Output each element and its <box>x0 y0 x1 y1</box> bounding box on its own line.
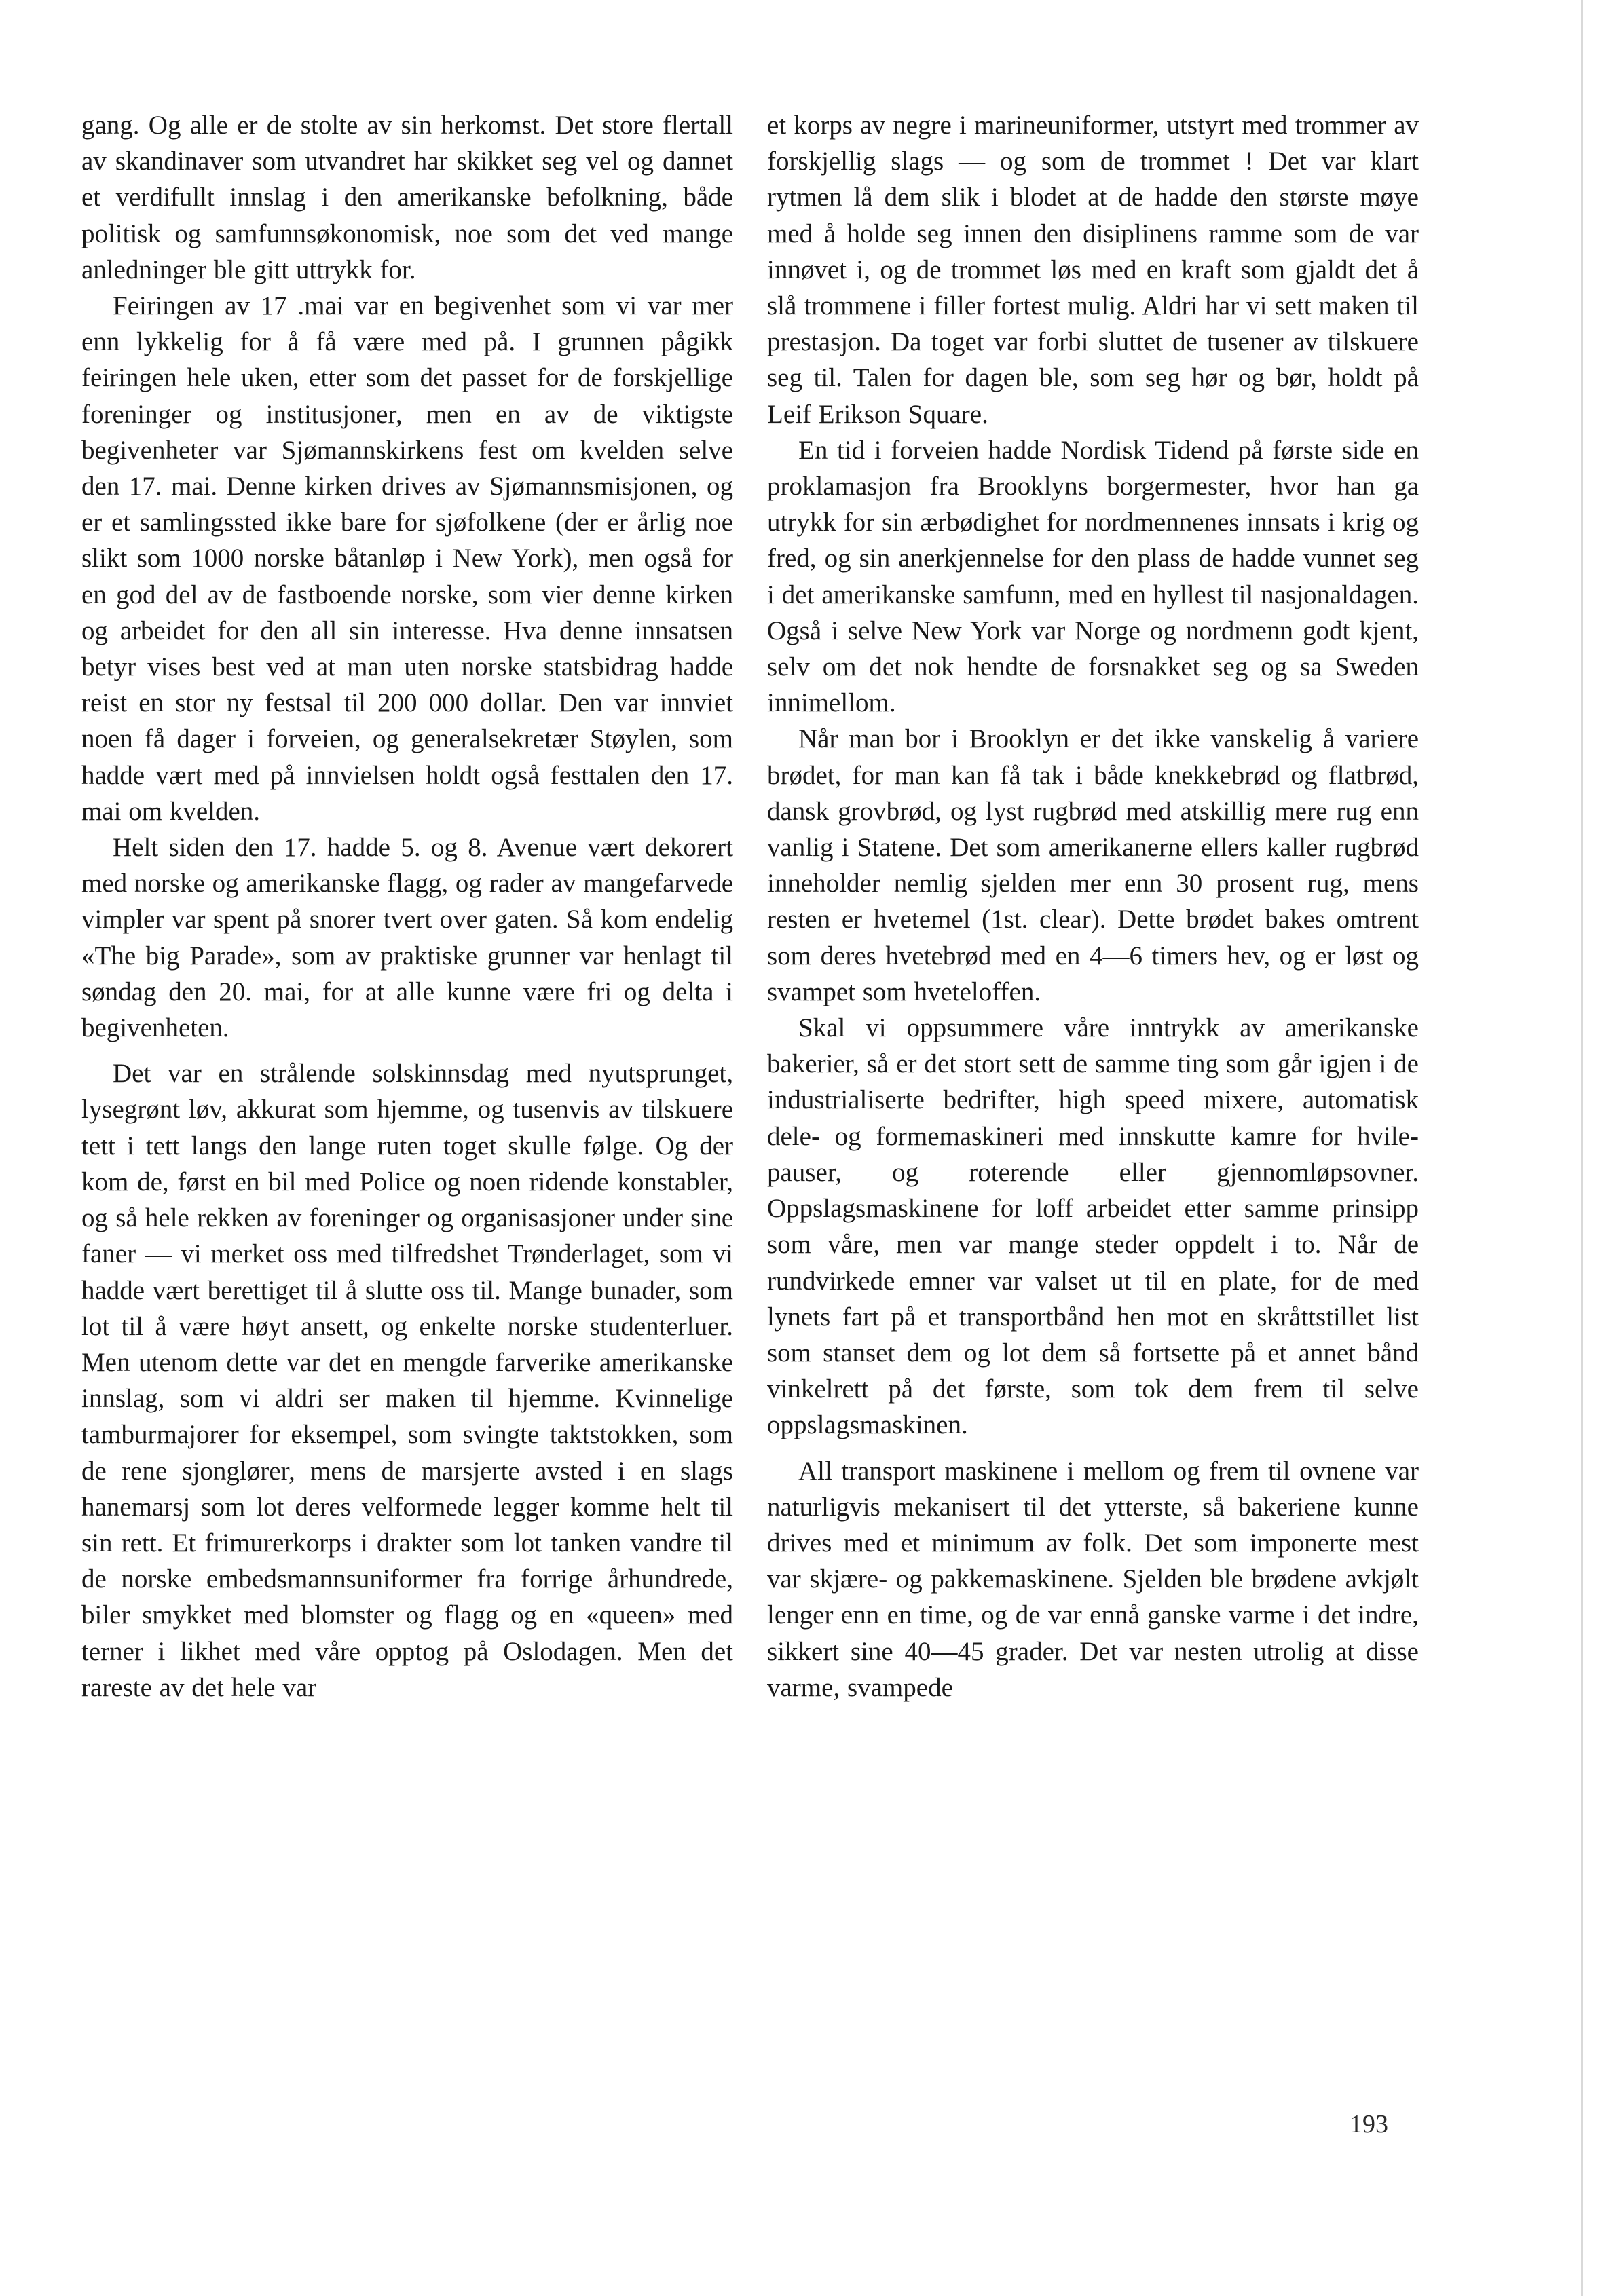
paragraph: Når man bor i Brooklyn er det ikke vanskelig å variere brødet, for man kan få tak i både knekkebrød og flatbrød, dansk grovbrød, og lyst rugbrød med atskillig mere rug enn vanlig i Statene. Det som amerikanerne ellers kaller rugbrød inneholder nemlig sjelden mer enn 30 prosent rug, mens resten er hvetemel (1st. clear). Dette brødet bakes omtrent som deres hvetebrød med en 4—6 timers hev, og er løst og svampet som hveteloffen. <box>767 724 1419 1006</box>
paragraph: En tid i forveien hadde Nordisk Tidend på første side en proklamasjon fra Brooklyns borgermester, hvor han ga utrykk for sin ærbødighet for nordmennenes innsats i krig og fred, og sin anerkjennelse for den plass de hadde vunnet seg i det amerikanske samfunn, med en hyllest til nasjonaldagen. Også i selve New York var Norge og nordmenn godt kjent, selv om det nok hendte de forsnakket seg og sa Sweden innimellom. <box>767 435 1419 718</box>
paragraph: All transport maskinene i mellom og frem til ovnene var naturligvis mekanisert til det ytterste, så bakeriene kunne drives med et minimum av folk. Det som imponerte mest var skjære- og pakkemaskinene. Sjelden ble brødene avkjølt lenger enn en time, og de var ennå ganske varme i det indre, sikkert sine 40—45 grader. Det var nesten utrolig at disse varme, svampede <box>767 1456 1419 1702</box>
paragraph: gang. Og alle er de stolte av sin herkomst. Det store flertall av skandinaver som utvandret har skikket seg vel og dannet et verdifullt innslag i den amerikanske befolkning, både politisk og samfunnsøkonomisk, noe som det ved mange anledninger ble gitt uttrykk for. <box>81 111 733 284</box>
paragraph: Det var en strålende solskinnsdag med nyutsprunget, lysegrønt løv, akkurat som hjemme, og tusenvis av tilskuere tett i tett langs den lange ruten toget skulle følge. Og der kom de, først en bil med Police og noen ridende konstabler, og så hele rekken av foreninger og organisasjoner under sine faner — vi merket oss med tilfredshet Trønderlaget, som vi hadde vært berettiget til å slutte oss til. Mange bunader, som lot til å være høyt ansett, og enkelte norske studenterluer. Men utenom dette var det en mengde farverike amerikanske innslag, som vi aldri ser maken til hjemme. Kvinnelige tamburmajorer for eksempel, som svingte taktstokken, som de rene sjonglører, mens de marsjerte avsted i en slags hanemarsj som lot deres velformede legger komme helt til sin rett. Et frimurerkorps i drakter som lot tanken vandre til de norske embedsmannsuniformer fra forrige århundrede, biler smykket med blomster og flagg og en «queen» med terner i likhet med våre opptog på Oslodagen. Men det rareste av det hele var <box>81 1059 733 1702</box>
paragraph: Feiringen av 17 .mai var en begivenhet som vi var mer enn lykkelig for å få være med på. I grunnen pågikk feiringen hele uken, etter som det passet for de forskjellige foreninger og institusjoner, men en av de viktigste begivenheter var Sjømannskirkens fest om kvelden selve den 17. mai. Denne kirken drives av Sjømannsmisjonen, og er et samlingssted ikke bare for sjøfolkene (der er årlig noe slikt som 1000 norske båtanløp i New York), men også for en god del av de fastboende norske, som vier denne kirken og arbeidet for den all sin interesse. Hva denne innsatsen betyr vises best ved at man uten norske statsbidrag hadde reist en stor ny festsal til 200 000 dollar. Den var innviet noen få dager i forveien, og generalsekretær Støylen, som hadde vært med på innvielsen holdt også festtalen den 17. mai om kvelden. <box>81 291 733 826</box>
paragraph: Helt siden den 17. hadde 5. og 8. Avenue vært dekorert med norske og amerikanske flagg, og rader av mangefarvede vimpler var spent på snorer tvert over gaten. Så kom endelig «The big Parade», som av praktiske grunner var henlagt til søndag den 20. mai, for at alle kunne være fri og delta i begivenheten. <box>81 833 733 1043</box>
right-column <box>767 107 1419 2048</box>
page-number: 193 <box>1350 2110 1388 2139</box>
paragraph: Skal vi oppsummere våre inntrykk av amerikanske bakerier, så er det stort sett de samme ting som går igjen i de industrialiserte bedrifter, high speed mixere, automatisk dele- og formemaskineri med innskutte kamre for hvilepauser, og roterende eller gjennomløpsovner. Oppslagsmaskinene for loff arbeidet etter samme prinsipp som våre, men var mange steder oppdelt i to. Når de rundvirkede emner var valset ut til en plate, for de med lynets fart på et transportbånd hen mot en skråttstillet list som stanset dem og lot dem så fortsette på et annet bånd vinkelrett på det første, som tok dem frem til selve oppslagsmaskinen. <box>767 1013 1419 1440</box>
page-edge-shadow <box>1581 0 1583 2296</box>
left-column <box>81 107 733 2048</box>
paragraph: et korps av negre i marineuniformer, utstyrt med trommer av forskjellig slags — og som de trommet ! Det var klart rytmen lå dem slik i blodet at de hadde den største møye med å holde seg innen den disiplinens ramme som de var innøvet i, og de trommet løs med en kraft som gjaldt det å slå trommene i filler fortest mulig. Aldri har vi sett maken til prestasjon. Da toget var forbi sluttet de tusener av tilskuere seg til. Talen for dagen ble, som seg hør og bør, holdt på Leif Erikson Square. <box>767 111 1419 429</box>
